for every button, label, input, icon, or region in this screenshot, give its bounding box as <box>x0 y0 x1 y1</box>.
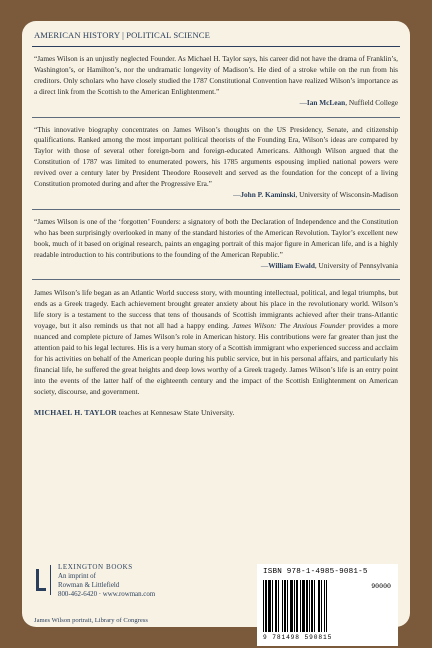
divider <box>32 279 400 280</box>
publisher-name: LEXINGTON BOOKS <box>58 563 133 571</box>
author-name: MICHAEL H. TAYLOR <box>34 408 117 418</box>
isbn-label: ISBN 978-1-4985-9081-5 <box>263 568 368 576</box>
publisher-logo-icon <box>34 565 51 595</box>
endorser-affiliation: Nuffield College <box>348 97 398 107</box>
publisher-parent: Rowman & Littlefield <box>58 582 120 589</box>
author-bio: MICHAEL H. TAYLOR teaches at Kennesaw State University. <box>34 408 235 418</box>
divider <box>32 117 400 118</box>
publisher-imprint: An imprint of <box>58 573 96 580</box>
endorsement-attribution: —William Ewald, University of Pennsylvania <box>260 260 398 270</box>
endorsement-attribution: —John P. Kaminski, University of Wisconsin-Madison <box>233 189 398 199</box>
barcode-icon <box>263 580 355 632</box>
book-title: James Wilson: The Anxious Founder <box>232 321 346 331</box>
divider <box>32 209 400 210</box>
top-divider <box>32 46 400 47</box>
endorser-name: Ian McLean <box>306 97 346 107</box>
endorser-affiliation: University of Wisconsin-Madison <box>299 189 398 199</box>
endorser-affiliation: University of Pennsylvania <box>318 260 398 270</box>
endorsement-quote: “This innovative biography concentrates on James Wilson’s thoughts on the US Presidency, Senate, and citizenship qualifications. Ranked among the most important political theorists of the Founding Era, Wilson’s ideas are compared by Taylor with those of several other foreign-born and foreign-educated Americans. Although Wilson argued that the Constitution of 1787 was limited to enumerated powers, his 1785 arguments espousing implied national powers were revived over a century later by President Theodore Roosevelt and served as the foundation for the concept of a living Constitution promoted during and after the Progressive Era.” <box>34 124 398 189</box>
book-description: James Wilson’s life began as an Atlantic World success story, with mounting intellectual, political, and legal triumphs, but ends as a Greek tragedy. Each achievement brought greater anxiety about his place in the revolutionary world. Wilson’s life story is a testament to the success that tens of thousands of Scottish immigrants achieved after their trans-Atlantic voyage, but it also reminds us that not all had a happy ending. James Wilson: The Anxious Founder provides a more nuanced and complete picture of James Wilson’s role in American history. His contributions were far greater than just the attention paid to his legal lectures. His is a very human story of a Scottish immigrant who experienced success and acclaim for his activities on behalf of the American people during his public service, but in his personal affairs, and particularly his financial life, he suffered the great heights and deep lows worthy of a Greek tragedy. James Wilson’s life is an entry point into the events of the latter half of the eighteenth century and the impact of the Scottish Enlightenment on American society, discourse, and government. <box>34 288 398 396</box>
publisher-contact: 800-462-6420 · www.rowman.com <box>58 591 156 598</box>
image-credit: James Wilson portrait, Library of Congress <box>34 617 148 624</box>
endorsement-quote: “James Wilson is one of the ‘forgotten’ Founders: a signatory of both the Declaration of Independence and the Constitution who has been surprisingly overlooked in many of the standard histories of the American Revolution. Taylor’s excellent new book, much of it based on original research, paints an engaging portrait of this major figure in American life, and is a highly readable introduction to his contributions to the founding of the American Republic.” <box>34 216 398 259</box>
isbn-barcode <box>257 564 398 646</box>
endorsement-1 <box>34 54 398 109</box>
barcode-digits: 9 781498 590815 <box>263 634 333 641</box>
price-code: 90000 <box>371 583 391 590</box>
endorsement-3 <box>34 217 398 272</box>
endorser-name: William Ewald <box>268 260 315 270</box>
endorsement-2 <box>34 125 398 201</box>
subject-category: AMERICAN HISTORY | POLITICAL SCIENCE <box>34 30 210 40</box>
endorser-name: John P. Kaminski <box>240 189 296 199</box>
endorsement-quote: “James Wilson is an unjustly neglected Founder. As Michael H. Taylor says, his career did not have the drama of Franklin’s, Washington’s, or Hamilton’s, nor the undramatic longevity of Madison’s. He died of a stroke while on the run from his creditors. Only scholars who have closely studied the 1787 Constitutional Convention have realized Wilson’s importance as a direct link from the Scottish to the American Enlightenment.” <box>34 54 398 96</box>
back-cover-panel <box>22 21 410 641</box>
endorsement-attribution: —Ian McLean, Nuffield College <box>299 97 398 107</box>
